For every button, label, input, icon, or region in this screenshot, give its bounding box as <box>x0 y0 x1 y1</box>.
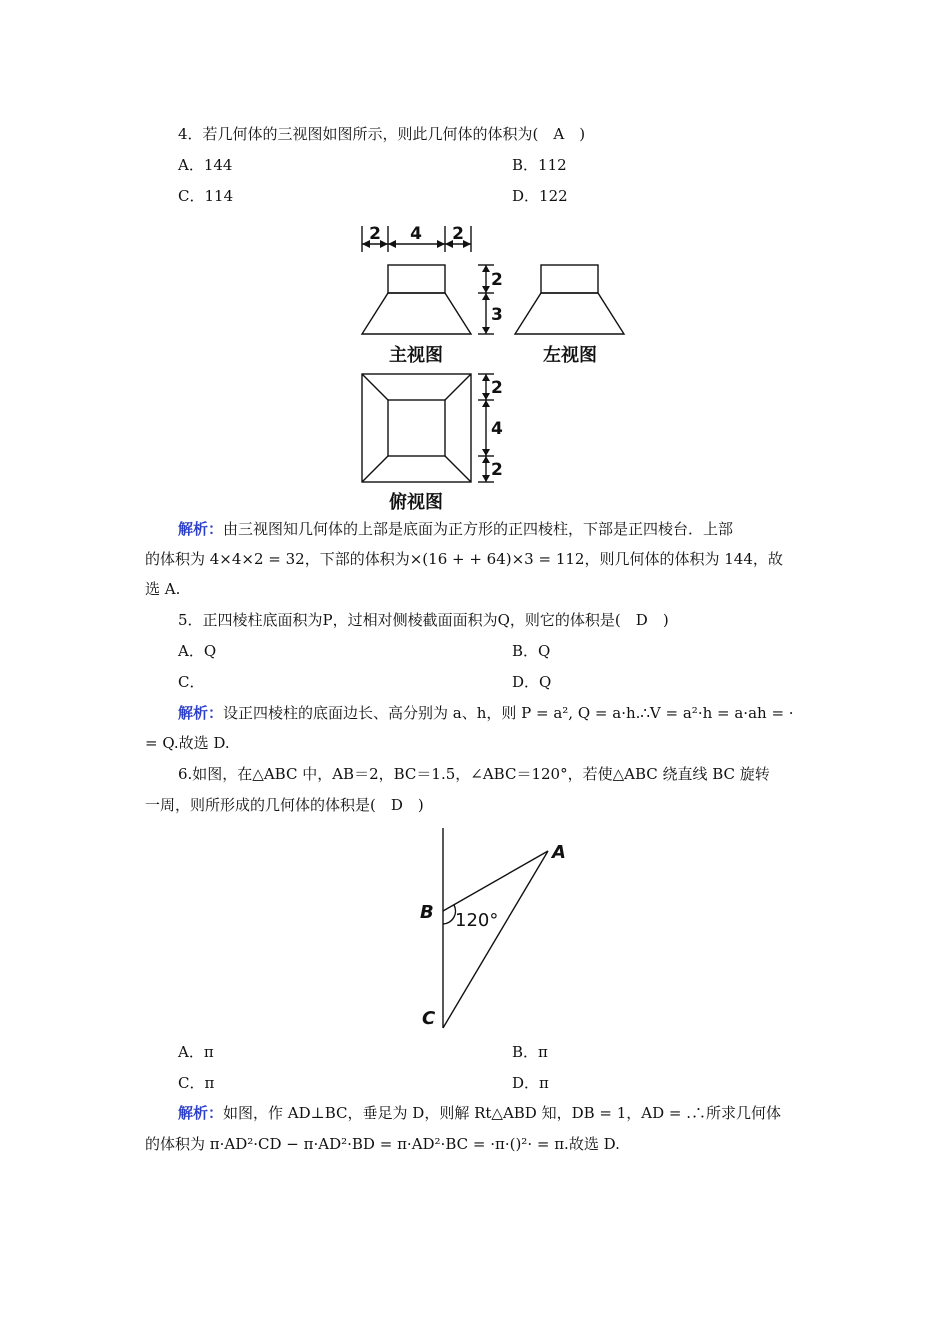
q4-solution-text-1: 由三视图知几何体的上部是底面为正方形的正四棱柱，下部是正四棱台．上部 <box>223 520 734 538</box>
q6-option-d: D．π <box>512 1074 549 1092</box>
q6-option-c: C．π <box>178 1074 215 1092</box>
front-view-label: 主视图 <box>389 345 443 366</box>
solution-label: 解析： <box>178 520 224 538</box>
segment-ab <box>443 851 548 911</box>
three-view-figure <box>350 218 640 516</box>
segment-ac <box>443 851 548 1028</box>
q4-stem: 4．若几何体的三视图如图所示，则此几何体的体积为( A ) <box>178 125 586 143</box>
top-view-height-top-label: 2 <box>491 378 503 398</box>
front-height-top-label: 2 <box>491 270 503 290</box>
front-height-bottom-label: 3 <box>491 305 503 325</box>
q5-solution-line-1 <box>178 703 794 723</box>
front-view-frustum <box>362 293 471 334</box>
top-view-height-bottom-label: 2 <box>491 460 503 480</box>
q4-option-c: C．114 <box>178 187 234 205</box>
point-c-label: C <box>422 1008 436 1029</box>
q4-solution-line-3: 选 A. <box>145 580 181 598</box>
triangle-figure <box>410 826 580 1036</box>
point-b-label: B <box>420 902 434 923</box>
point-a-label: A <box>552 842 566 863</box>
dim-label-mid: 4 <box>410 224 422 244</box>
q6-solution-line-2: 的体积为 π·AD²·CD − π·AD²·BD = π·AD²·BC = ·π·()²· = π.故选 D. <box>145 1135 620 1153</box>
left-view-prism <box>541 265 598 293</box>
q5-solution-line-2: = Q.故选 D. <box>145 734 230 752</box>
q6-solution-text-1: 如图，作 AD⊥BC，垂足为 D，则解 Rt△ABD 知，DB = 1，AD = .∴所求几何体 <box>223 1104 782 1122</box>
q6-option-a: A．π <box>178 1043 214 1061</box>
q5-stem: 5．正四棱柱底面积为P，过相对侧棱截面面积为Q，则它的体积是( D ) <box>178 611 669 629</box>
q4-option-b: B．112 <box>512 156 567 174</box>
q5-option-b: B．Q <box>512 642 551 660</box>
left-view-frustum <box>515 293 624 334</box>
q5-option-c: C． <box>178 673 205 691</box>
top-view-inner-square <box>388 400 445 456</box>
solution-label: 解析： <box>178 1104 224 1122</box>
q6-stem-line-2: 一周，则所形成的几何体的体积是( D ) <box>145 796 424 814</box>
q4-solution-line-2: 的体积为 4×4×2 = 32，下部的体积为×(16 + + 64)×3 = 112，则几何体的体积为 144，故 <box>145 550 783 568</box>
q5-option-d: D．Q <box>512 673 552 691</box>
q4-solution-line-1 <box>178 519 733 539</box>
left-view-label: 左视图 <box>543 345 597 366</box>
angle-label: 120° <box>455 910 499 931</box>
dim-label-right: 2 <box>452 224 464 244</box>
q6-option-b: B．π <box>512 1043 548 1061</box>
dim-label-left: 2 <box>369 224 381 244</box>
front-view-prism <box>388 265 445 293</box>
q6-solution-line-1 <box>178 1103 781 1123</box>
q6-stem-line-1: 6.如图，在△ABC 中，AB＝2，BC＝1.5，∠ABC＝120°，若使△ABC 绕直线 BC 旋转 <box>178 765 770 783</box>
q4-option-d: D．122 <box>512 187 568 205</box>
top-view-height-mid-label: 4 <box>491 419 503 439</box>
q5-solution-text-1: 设正四棱柱的底面边长、高分别为 a、h，则 P = a², Q = a·h.∴V = a²·h = a·ah = · <box>223 704 794 722</box>
top-view-label: 俯视图 <box>389 492 443 513</box>
solution-label: 解析： <box>178 704 224 722</box>
q4-option-a: A．144 <box>178 156 233 174</box>
q5-option-a: A．Q <box>178 642 217 660</box>
